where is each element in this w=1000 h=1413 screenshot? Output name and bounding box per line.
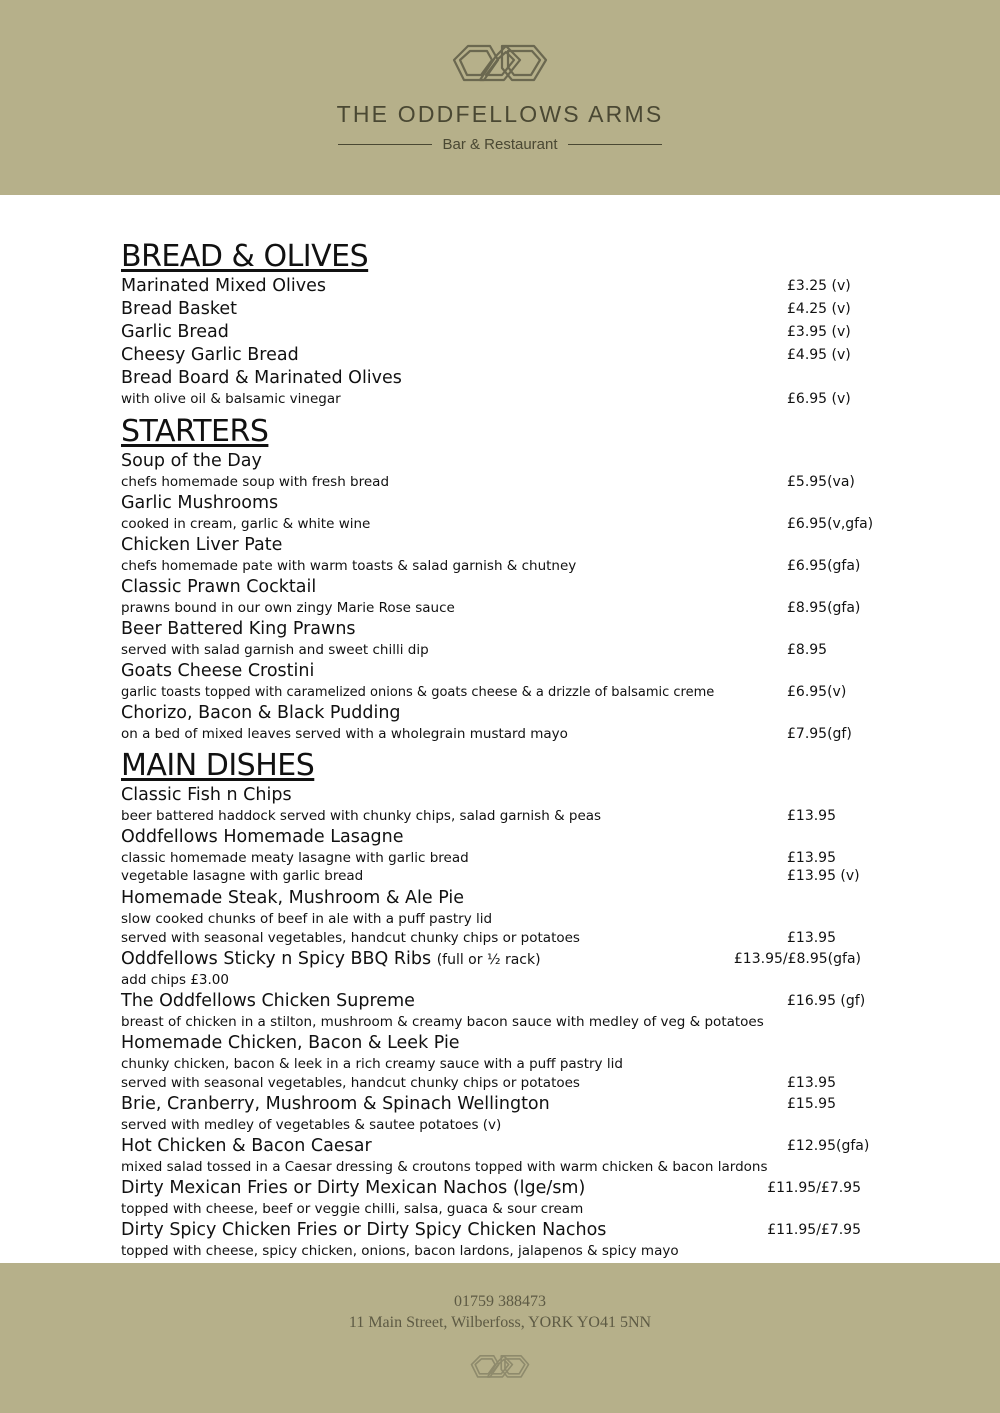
menu-item [121,1135,891,1158]
brand-subtitle-row [0,134,1000,153]
item-description-row [121,929,891,948]
item-description: slow cooked chunks of beef in ale with a puff pastry lid [121,911,493,927]
item-description-row [121,1013,891,1032]
item-description: served with seasonal vegetables, handcut chunky chips or potatoes [121,930,580,946]
item-description: breast of chicken in a stilton, mushroom & creamy bacon sauce with medley of veg & potatoes [121,1014,764,1030]
item-description-row [121,515,891,534]
item-name: Cheesy Garlic Bread [121,345,299,365]
item-price: £11.95/£7.95 [767,1180,861,1196]
item-price: £13.95 (v) [787,868,860,884]
item-price: £6.95(v) [787,684,847,700]
section-title-bread: BREAD & OLIVES [121,239,369,274]
chain-links-icon [450,40,550,88]
item-description-row [121,971,891,990]
item-description-row [121,849,891,867]
header-band [0,0,1000,195]
menu-item [121,990,891,1013]
item-name: Homemade Chicken, Bacon & Leek Pie [121,1033,460,1053]
menu-item [121,492,891,515]
item-description: served with salad garnish and sweet chilli dip [121,642,429,658]
item-description-row [121,599,891,618]
item-description-row [121,807,891,826]
item-price: £15.95 [787,1096,836,1112]
item-description-row [121,910,891,929]
item-name: Classic Fish n Chips [121,785,292,805]
item-description: topped with cheese, spicy chicken, onions, bacon lardons, jalapenos & spicy mayo [121,1243,679,1259]
item-price: £4.95 (v) [787,347,851,363]
item-price: £13.95 [787,1075,836,1091]
item-price: £11.95/£7.95 [767,1222,861,1238]
brand-subtitle: Bar & Restaurant [442,136,558,153]
item-description-row [121,390,891,409]
item-description-row [121,557,891,576]
menu-item [121,576,891,599]
item-price: £6.95(v,gfa) [787,516,874,532]
brand-name: THE ODDFELLOWS ARMS [336,101,664,127]
menu-item [121,1177,891,1200]
menu-item [121,534,891,557]
item-name: Oddfellows Sticky n Spicy BBQ Ribs [121,949,432,969]
item-description: vegetable lasagne with garlic bread [121,868,364,884]
divider-line [338,144,432,145]
footer-band [0,1263,1000,1413]
item-description: garlic toasts topped with caramelized onions & goats cheese & a drizzle of balsamic creme [121,685,715,700]
item-price: £12.95(gfa) [787,1138,870,1154]
item-description-row [121,1055,891,1074]
item-description: chefs homemade pate with warm toasts & salad garnish & chutney [121,558,577,574]
item-name: Dirty Spicy Chicken Fries or Dirty Spicy Chicken Nachos [121,1220,607,1240]
item-price: £6.95(gfa) [787,558,861,574]
item-name: Beer Battered King Prawns [121,619,356,639]
item-description-row [121,1074,891,1093]
item-description: on a bed of mixed leaves served with a wholegrain mustard mayo [121,726,568,742]
item-name: The Oddfellows Chicken Supreme [121,991,415,1011]
section-title-mains: MAIN DISHES [121,748,315,783]
item-name: Garlic Bread [121,322,229,342]
item-price: £3.95 (v) [787,324,851,340]
menu-item [121,826,891,849]
menu-item [121,784,891,807]
footer-address: 11 Main Street, Wilberfoss, YORK YO41 5NN [348,1314,652,1331]
item-name: Chicken Liver Pate [121,535,283,555]
item-price: £7.95(gf) [787,726,852,742]
menu-item [121,1219,891,1242]
item-description: add chips £3.00 [121,972,229,988]
menu-item [121,344,891,367]
menu-item [121,887,891,910]
menu-item [121,275,891,298]
item-description: chunky chicken, bacon & leek in a rich creamy sauce with a puff pastry lid [121,1056,623,1072]
item-price: £13.95 [787,850,836,866]
item-description-row [121,641,891,660]
menu-item [121,1032,891,1055]
item-description: cooked in cream, garlic & white wine [121,516,371,532]
item-price: £16.95 (gf) [787,993,866,1009]
item-name: Classic Prawn Cocktail [121,577,317,597]
item-qualifier: (full or ½ rack) [436,952,541,968]
menu-item [121,367,891,390]
menu-item [121,702,891,725]
item-description: classic homemade meaty lasagne with garlic bread [121,850,469,866]
menu-item [121,298,891,321]
item-price: £13.95/£8.95(gfa) [733,951,861,967]
item-name: Garlic Mushrooms [121,493,279,513]
item-description-row [121,1158,891,1177]
menu-content [121,238,891,1261]
chain-links-icon [469,1352,531,1382]
item-description-row [121,1242,891,1261]
footer-phone: 01759 388473 [454,1293,546,1310]
item-description-row [121,867,891,885]
divider-line [568,144,662,145]
item-description: beer battered haddock served with chunky chips, salad garnish & peas [121,808,602,824]
item-price: £13.95 [787,930,836,946]
item-name: Homemade Steak, Mushroom & Ale Pie [121,888,465,908]
item-name: Hot Chicken & Bacon Caesar [121,1136,372,1156]
item-name: Bread Basket [121,299,237,319]
item-description: with olive oil & balsamic vinegar [121,391,341,407]
menu-item [121,321,891,344]
menu-item [121,450,891,473]
item-description-row [121,1116,891,1135]
item-name: Dirty Mexican Fries or Dirty Mexican Nachos (lge/sm) [121,1178,586,1198]
item-name: Oddfellows Homemade Lasagne [121,827,404,847]
item-price: £3.25 (v) [787,278,851,294]
section-title-starters: STARTERS [121,414,269,449]
item-price: £13.95 [787,808,836,824]
item-name: Brie, Cranberry, Mushroom & Spinach Wellington [121,1094,550,1114]
item-description-row [121,683,891,702]
item-name: Goats Cheese Crostini [121,661,315,681]
item-description: topped with cheese, beef or veggie chilli, salsa, guaca & sour cream [121,1201,584,1217]
menu-item [121,948,891,971]
item-description-row [121,725,891,744]
item-name: Chorizo, Bacon & Black Pudding [121,703,401,723]
item-description: mixed salad tossed in a Caesar dressing & croutons topped with warm chicken & bacon lardons [121,1159,768,1175]
menu-item [121,660,891,683]
menu-item [121,618,891,641]
menu-item [121,1093,891,1116]
item-name: Soup of the Day [121,451,262,471]
item-price: £4.25 (v) [787,301,851,317]
item-price: £8.95 [787,642,828,658]
item-description: served with medley of vegetables & sautee potatoes (v) [121,1117,502,1133]
item-price: £6.95 (v) [787,391,851,407]
item-description-row [121,1200,891,1219]
item-description: prawns bound in our own zingy Marie Rose sauce [121,600,455,616]
item-price: £8.95(gfa) [787,600,861,616]
item-description: chefs homemade soup with fresh bread [121,474,390,490]
item-description-row [121,473,891,492]
item-name: Marinated Mixed Olives [121,276,326,296]
item-price: £5.95(va) [787,474,855,490]
item-name: Bread Board & Marinated Olives [121,368,402,388]
item-description: served with seasonal vegetables, handcut chunky chips or potatoes [121,1075,580,1091]
